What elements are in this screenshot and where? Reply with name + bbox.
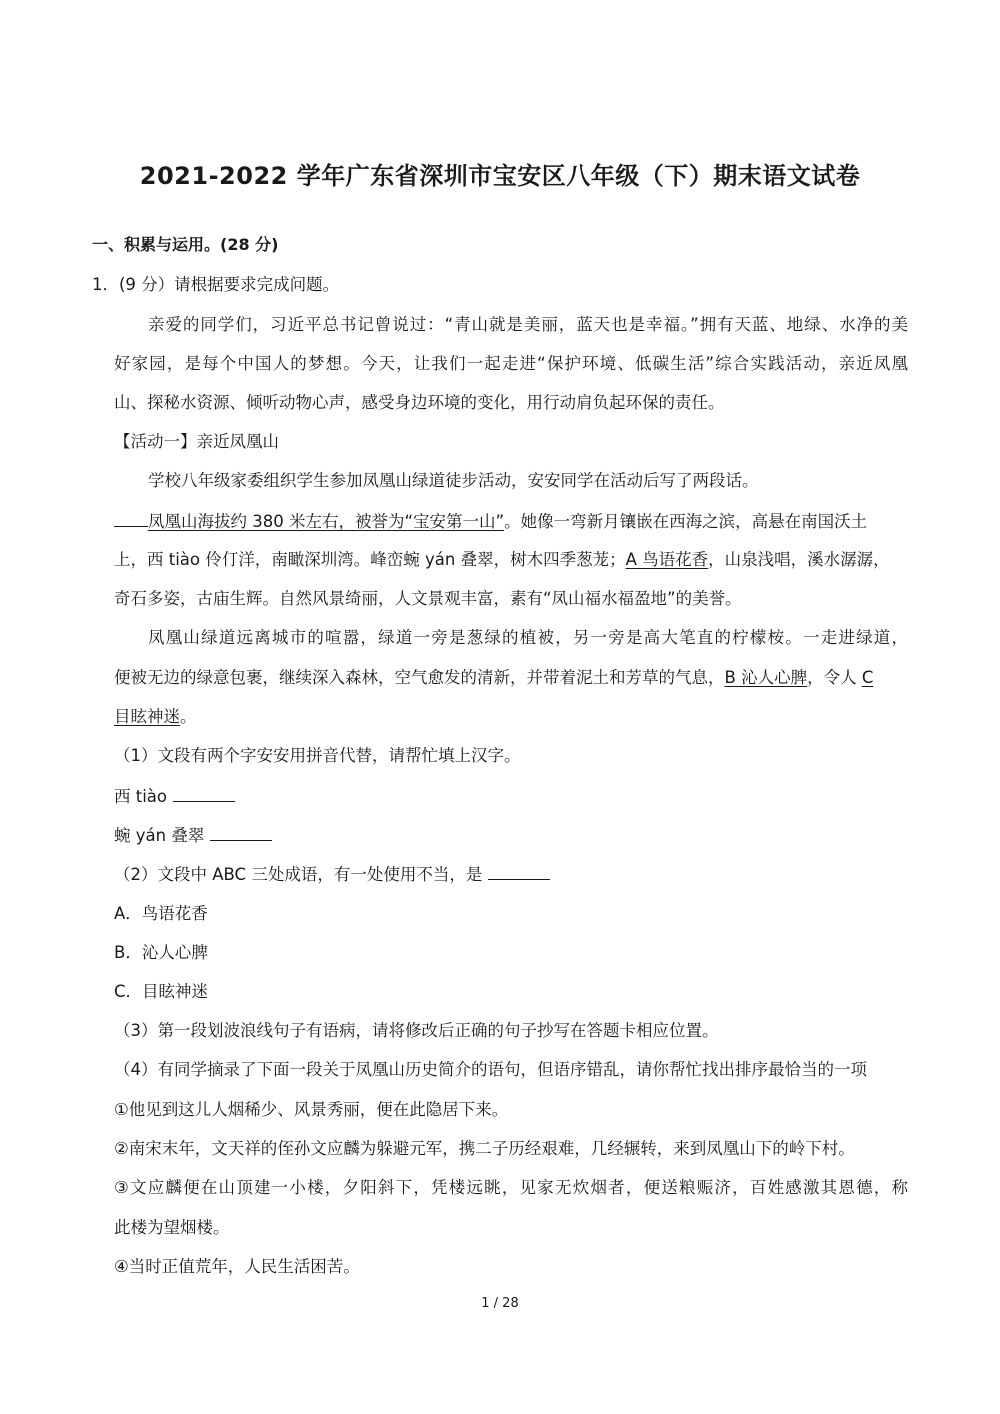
page-title: 2021-2022 学年广东省深圳市宝安区八年级（下）期末语文试卷 (139, 162, 861, 190)
sub-question-2 (114, 863, 550, 886)
idiom-a: A 鸟语花香 (625, 550, 709, 569)
sub-question-3: （3）第一段划波浪线句子有语病，请将修改后正确的句子抄写在答题卡相应位置。 (114, 1021, 719, 1040)
option-c: C．目眩神迷 (114, 982, 209, 1001)
idiom-c: 目眩神迷 (114, 707, 180, 726)
option-a: A．鸟语花香 (114, 904, 208, 923)
option-b: B．沁人心脾 (114, 943, 208, 962)
idiom-b: B 沁人心脾 (724, 668, 808, 687)
intro-line-2: 好家园，是每个中国人的梦想。今天，让我们一起走进“保护环境、低碳生活”综合实践活动，亲近凤凰 (114, 354, 908, 373)
activity-heading: 【活动一】亲近凤凰山 (114, 432, 279, 451)
order-item-3: ③文应麟便在山顶建一小楼，夕阳斜下，凭楼远眺，见家无炊烟者，便送粮赈济，百姓感激其恩德，称 (114, 1178, 908, 1197)
question-stem: 1．(9 分）请根据要求完成问题。 (92, 275, 340, 294)
para1-line-3: 奇石多姿，古庙生辉。自然风景绮丽，人文景观丰富，素有“凤山福水福盈地”的美誉。 (114, 589, 742, 608)
answer-blank[interactable] (173, 785, 235, 802)
section-heading: 一、积累与运用。(28 分) (92, 235, 279, 254)
wavy-sentence: 凤凰山海拔约 380 米左右，被誉为“宝安第一山” (148, 512, 505, 531)
answer-blank[interactable] (210, 824, 272, 841)
order-item-3-cont: 此楼为望烟楼。 (114, 1218, 230, 1237)
sub-question-4: （4）有同学摘录了下面一段关于凤凰山历史简介的语句，但语序错乱，请你帮忙找出排序最恰当的一项 (114, 1060, 867, 1079)
para1-text: ，山泉浅唱，溪水潺潺， (708, 550, 890, 569)
idiom-c-label: C (861, 668, 874, 687)
para2-line-1: 凤凰山绿道远离城市的喧嚣，绿道一旁是葱绿的植被，另一旁是高大笔直的柠檬桉。一走进绿道， (148, 628, 908, 647)
sub1-item-a-text: 西 tiào (114, 787, 168, 806)
sub1-item-b (114, 824, 272, 847)
sub-question-1: （1）文段有两个字安安用拼音代替，请帮忙填上汉字。 (114, 746, 521, 765)
intro-line-3: 山、探秘水资源、倾听动物心声，感受身边环境的变化，用行动肩负起环保的责任。 (114, 393, 725, 412)
answer-blank[interactable] (488, 863, 550, 880)
order-item-2: ②南宋末年，文天祥的侄孙文应麟为躲避元军，携二子历经艰难，几经辗转，来到凤凰山下的岭下村。 (114, 1139, 855, 1158)
para1-line-2 (114, 549, 890, 571)
intro-line-1: 亲爱的同学们，习近平总书记曾说过：“青山就是美丽，蓝天也是幸福。”拥有天蓝、地绿、水净的美 (148, 315, 908, 334)
page-number: 1 / 28 (481, 1296, 519, 1311)
para2-text: 。 (180, 707, 197, 726)
sub1-item-b-text: 蜿 yán 叠翠 (114, 826, 205, 845)
sub2-text: （2）文段中 ABC 三处成语，有一处使用不当，是 (114, 865, 483, 884)
wavy-lead (114, 510, 148, 527)
para1-line-1 (114, 510, 867, 533)
para1-line-1-rest: 。她像一弯新月镶嵌在西海之滨，高悬在南国沃土 (504, 512, 868, 531)
para2-text: ，令人 (807, 668, 862, 687)
activity-intro: 学校八年级家委组织学生参加凤凰山绿道徒步活动，安安同学在活动后写了两段话。 (148, 471, 759, 490)
para1-text: 上，西 tiào 伶仃洋，南瞰深圳湾。峰峦蜿 yán 叠翠，树木四季葱茏； (114, 550, 626, 569)
para2-text: 便被无边的绿意包裹，继续深入森林，空气愈发的清新，并带着泥土和芳草的气息， (114, 668, 725, 687)
para2-line-3 (114, 706, 197, 728)
order-item-1: ①他见到这儿人烟稀少、风景秀丽，便在此隐居下来。 (114, 1100, 509, 1119)
sub1-item-a (114, 785, 235, 808)
order-item-4: ④当时正值荒年，人民生活困苦。 (114, 1257, 360, 1276)
para2-line-2 (114, 667, 873, 689)
